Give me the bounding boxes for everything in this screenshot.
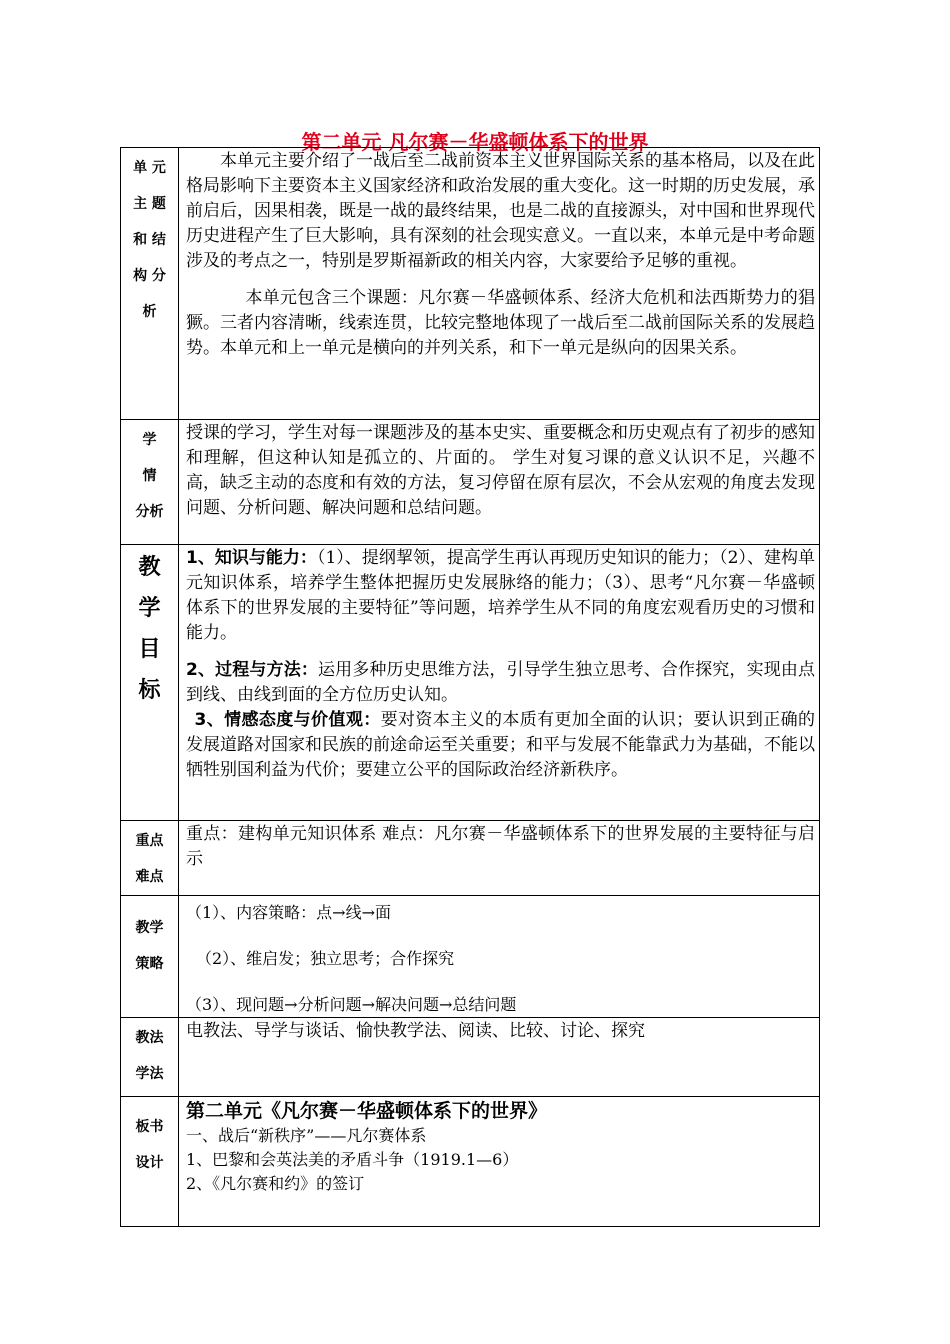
unit-paragraph-2: 本单元包含三个课题：凡尔赛－华盛顿体系、经济大危机和法西斯势力的猖獗。三者内容清晰，线索连贯，比较完整地体现了一战后至二战前国际关系的发展趋势。本单元和上一单元是横向的并列关系，和下一单元是纵向的因果关系。 <box>186 288 815 358</box>
label-unit-analysis <box>121 148 179 420</box>
goal-knowledge <box>186 546 815 646</box>
board-line: 一、战后“新秩序”——凡尔赛体系 <box>186 1126 427 1145</box>
methods-text: 电教法、导学与谈话、愉快教学法、阅读、比较、讨论、探究 <box>186 1021 645 1041</box>
label-line: 学法 <box>135 1066 164 1082</box>
goal-attitude <box>186 708 815 783</box>
label-line: 构 分 <box>133 268 166 284</box>
label-board-design <box>121 1097 179 1227</box>
label-line: 教学 <box>135 920 164 936</box>
label-line: 板书 <box>135 1119 164 1135</box>
unit-paragraph-1: 本单元主要介绍了一战后至二战前资本主义世界国际关系的基本格局，以及在此格局影响下主要资本主义国家经济和政治发展的重大变化。这一时期的历史发展，承前启后，因果相袭，既是一战的最终结果，也是二战的直接源头，对中国和世界现代历史进程产生了巨大影响，具有深刻的社会现实意义。一直以来，本单元是中考命题涉及的考点之一，特别是罗斯福新政的相关内容，大家要给予足够的重视。 <box>186 151 815 271</box>
label-teaching-strategy <box>121 896 179 1018</box>
row-board-design <box>121 1097 820 1227</box>
strategy-item: （2）、维启发；独立思考；合作探究 <box>196 949 455 968</box>
label-line: 教法 <box>135 1030 164 1046</box>
row-unit-analysis <box>121 148 820 420</box>
label-line: 析 <box>142 304 157 320</box>
label-line: 教 <box>138 555 161 580</box>
label-line: 标 <box>138 678 161 703</box>
label-line: 策略 <box>135 956 164 972</box>
goal-knowledge-head: 1、知识与能力： <box>186 548 317 568</box>
label-line: 目 <box>138 637 161 662</box>
keypoints-text: 重点：建构单元知识体系 难点：凡尔赛－华盛顿体系下的世界发展的主要特征与启示 <box>186 824 815 869</box>
row-teaching-goals <box>121 545 820 821</box>
goal-attitude-text: 要对资本主义的本质有更加全面的认识；要认识到正确的发展道路对国家和民族的前途命运至关重要；和平与发展不能靠武力为基础，不能以牺牲别国利益为代价；要建立公平的国际政治经济新秩序。 <box>186 710 815 780</box>
goal-process <box>186 658 815 708</box>
board-line: 2、《凡尔赛和约》的签订 <box>186 1174 365 1193</box>
label-line: 设计 <box>135 1155 164 1171</box>
label-line: 难点 <box>135 869 164 885</box>
board-line: 1、巴黎和会英法美的矛盾斗争（1919.1—6） <box>186 1150 519 1169</box>
board-heading: 第二单元《凡尔赛－华盛顿体系下的世界》 <box>186 1100 548 1122</box>
row-teaching-strategy <box>121 896 820 1018</box>
label-line: 单 元 <box>133 160 166 176</box>
label-line: 情 <box>142 468 157 484</box>
label-line: 学 <box>142 432 157 448</box>
label-line: 分析 <box>135 504 164 520</box>
goal-attitude-head: 3、情感态度与价值观： <box>194 710 381 730</box>
goal-knowledge-text: （1）、提纲挈领，提高学生再认再现历史知识的能力；（2）、建构单元知识体系，培养学生整体把握历史发展脉络的能力；（3）、思考“凡尔赛－华盛顿体系下的世界发展的主要特征”等问题，培养学生从不同的角度宏观看历史的习惯和能力。 <box>186 548 815 643</box>
label-methods <box>121 1018 179 1097</box>
lesson-plan-table <box>120 147 820 1227</box>
goal-process-text: 运用多种历史思维方法，引导学生独立思考、合作探究，实现由点到线、由线到面的全方位历史认知。 <box>186 660 815 705</box>
goal-process-head: 2、过程与方法： <box>186 660 318 680</box>
label-teaching-goals <box>121 545 179 821</box>
page-title: 第二单元 凡尔赛－华盛顿体系下的世界 <box>301 130 649 154</box>
learner-text: 授课的学习，学生对每一课题涉及的基本史实、重要概念和历史观点有了初步的感知和理解，但这种认知是孤立的、片面的。 学生对复习课的意义认识不足，兴趣不高，缺乏主动的态度和有效的方法，复习停留在原有层次，不会从宏观的角度去发现问题、分析问题、解决问题和总结问题。 <box>186 423 815 518</box>
label-line: 和 结 <box>133 232 166 248</box>
label-line: 重点 <box>135 833 164 849</box>
row-learner-analysis <box>121 420 820 545</box>
row-key-points <box>121 821 820 896</box>
strategy-item: （1）、内容策略：点→线→面 <box>186 903 391 922</box>
label-line: 学 <box>138 596 161 621</box>
row-methods <box>121 1018 820 1097</box>
strategy-item: （3）、现问题→分析问题→解决问题→总结问题 <box>186 995 517 1014</box>
label-line: 主 题 <box>133 196 166 212</box>
label-key-points <box>121 821 179 896</box>
label-learner-analysis <box>121 420 179 545</box>
